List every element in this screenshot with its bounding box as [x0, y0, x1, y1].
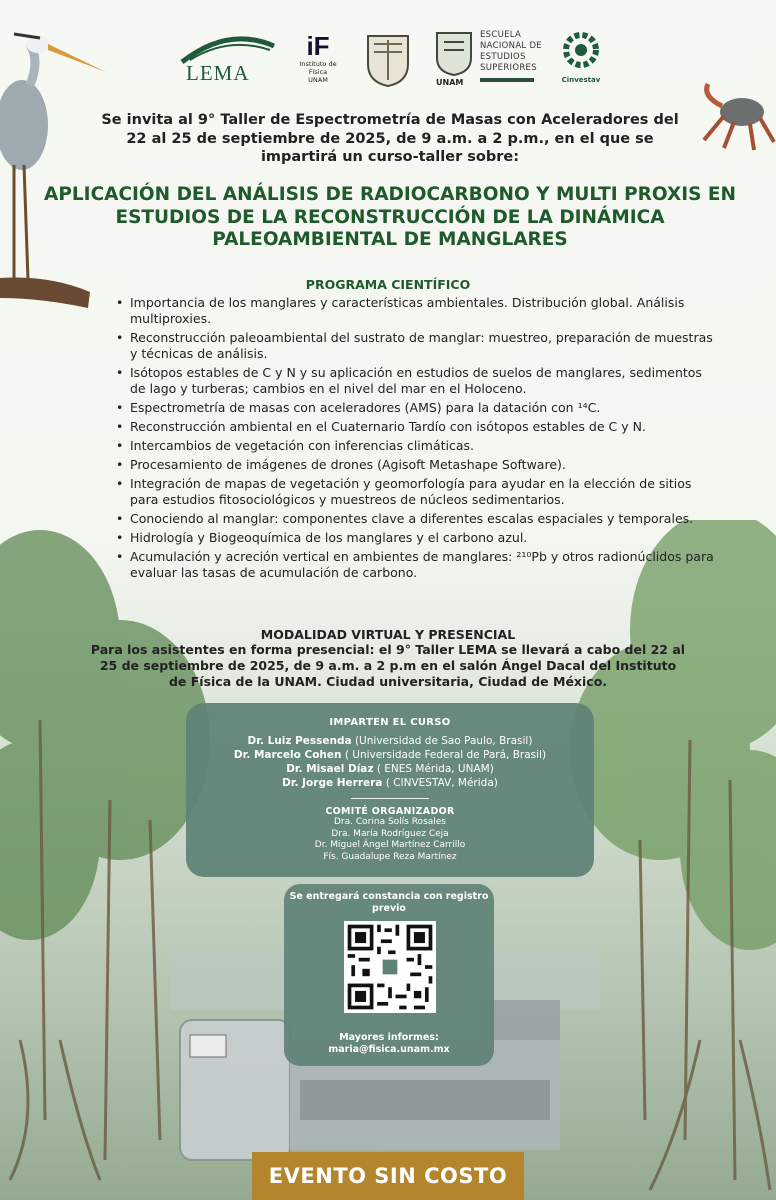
if-mark: iF	[306, 31, 330, 61]
instructors-heading: IMPARTEN EL CURSO	[329, 717, 451, 728]
list-item: • Reconstrucción ambiental en el Cuaternario Tardío con isótopos estables de C y N.	[116, 419, 646, 434]
program-list	[116, 295, 716, 584]
divider	[351, 798, 429, 799]
contact-email-link[interactable]: maria@fisica.unam.mx	[328, 1044, 450, 1055]
instituto-fisica-logo	[290, 30, 346, 90]
cinvestav-logo	[556, 30, 606, 90]
modality-heading: MODALIDAD VIRTUAL Y PRESENCIAL	[260, 627, 516, 642]
list-item: • Conociendo al manglar: componentes clave a diferentes escalas espaciales y temporales.	[116, 511, 694, 526]
modality-text: Para los asistentes en forma presencial: el 9° Taller LEMA se llevará a cabo del 22 al 25 de septiembre de 2025, de 9 a.m. a 2 p.m en el salón Ángel Dacal del Instituto de Física de la UNAM. Ciudad universitaria, Ciudad de México.	[90, 642, 686, 689]
list-item: • Importancia de los manglares y características ambientales. Distribución global. Análisis multiproxies.	[116, 295, 685, 326]
list-item: • Hidrología y Biogeoquímica de los manglares y el carbono azul.	[116, 530, 528, 545]
if-name: Instituto de Física	[299, 60, 337, 76]
enes-bar	[480, 78, 534, 82]
list-item: • Isótopos estables de C y N y su aplicación en estudios de suelos de manglares, sedimentos de lago y turberas; cambios en el nivel del mar en el Holoceno.	[116, 365, 702, 396]
more-info-label: Mayores informes:	[339, 1032, 439, 1043]
instructors-box	[186, 703, 594, 877]
lema-wordmark: LEMA	[186, 61, 250, 85]
free-event-banner: EVENTO SIN COSTO	[252, 1152, 524, 1200]
committee-list	[186, 817, 594, 863]
list-item: • Acumulación y acreción vertical en ambientes de manglares: ²¹⁰Pb y otros radionúclidos para evaluar las tasas de acumulación de carbono.	[116, 549, 714, 580]
program-heading: PROGRAMA CIENTÍFICO	[305, 277, 471, 292]
instructor-row: Dr. Luiz Pessenda (Universidad de Sao Paulo, Brasil)	[247, 735, 533, 747]
list-item: • Reconstrucción paleoambiental del sustrato de manglar: muestreo, preparación de muestras y técnicas de análisis.	[116, 330, 713, 361]
instructor-row: Dr. Misael Díaz ( ENES Mérida, UNAM)	[286, 763, 494, 775]
enes-shield-icon	[434, 30, 474, 76]
committee-member: Dra. Corina Solís Rosales	[334, 817, 446, 827]
logo-strip	[178, 30, 608, 92]
committee-member: Dr. Miguel Ángel Martínez Carrillo	[314, 840, 466, 850]
unam-shield-icon	[364, 30, 412, 88]
if-unam: UNAM	[308, 76, 328, 84]
committee-heading: COMITÉ ORGANIZADOR	[325, 806, 455, 817]
contact-info	[284, 1032, 494, 1056]
committee-member: Dra. María Rodríguez Ceja	[331, 828, 449, 839]
list-item: • Integración de mapas de vegetación y geomorfología para ayudar en la elección de sitios para estudios fitosociológicos y muestreos de núcleos sedimentarios.	[116, 476, 692, 507]
enes-logo	[434, 30, 544, 90]
registration-box	[284, 884, 494, 1066]
list-item: • Procesamiento de imágenes de drones (Agisoft Metashape Software).	[116, 457, 566, 472]
list-item: • Intercambios de vegetación con inferencias climáticas.	[116, 438, 474, 453]
qr-code-icon[interactable]	[344, 921, 436, 1013]
list-item: • Espectrometría de masas con aceleradores (AMS) para la datación con ¹⁴C.	[116, 400, 601, 415]
committee-member: Fís. Guadalupe Reza Martínez	[323, 851, 457, 862]
crab-illustration	[694, 82, 776, 152]
enes-unam: UNAM	[436, 78, 464, 87]
lema-logo	[178, 30, 278, 90]
cinvestav-wordmark: Cinvestav	[561, 76, 601, 84]
course-title: APLICACIÓN DEL ANÁLISIS DE RADIOCARBONO Y MULTI PROXIS EN ESTUDIOS DE LA RECONSTRUCCIÓN DE LA DINÁMICA PALEOAMBIENTAL DE MANGLARES	[44, 184, 736, 250]
instructor-row: Dr. Jorge Herrera ( CINVESTAV, Mérida)	[282, 777, 498, 789]
invitation-text: Se invita al 9° Taller de Espectrometría de Masas con Aceleradores del 22 al 25 de septiembre de 2025, de 9 a.m. a 2 p.m., en el que se impartirá un curso-taller sobre:	[101, 112, 679, 165]
lema-arc-icon	[178, 30, 278, 64]
enes-name: ESCUELA NACIONAL DE ESTUDIOS SUPERIORES	[480, 30, 542, 73]
certificate-caption: Se entregará constancia con registro previo	[289, 891, 489, 914]
instructor-row: Dr. Marcelo Cohen ( Universidade Federal de Pará, Brasil)	[233, 749, 547, 761]
instructors-list	[186, 734, 594, 790]
cinvestav-gear-icon	[561, 30, 601, 70]
